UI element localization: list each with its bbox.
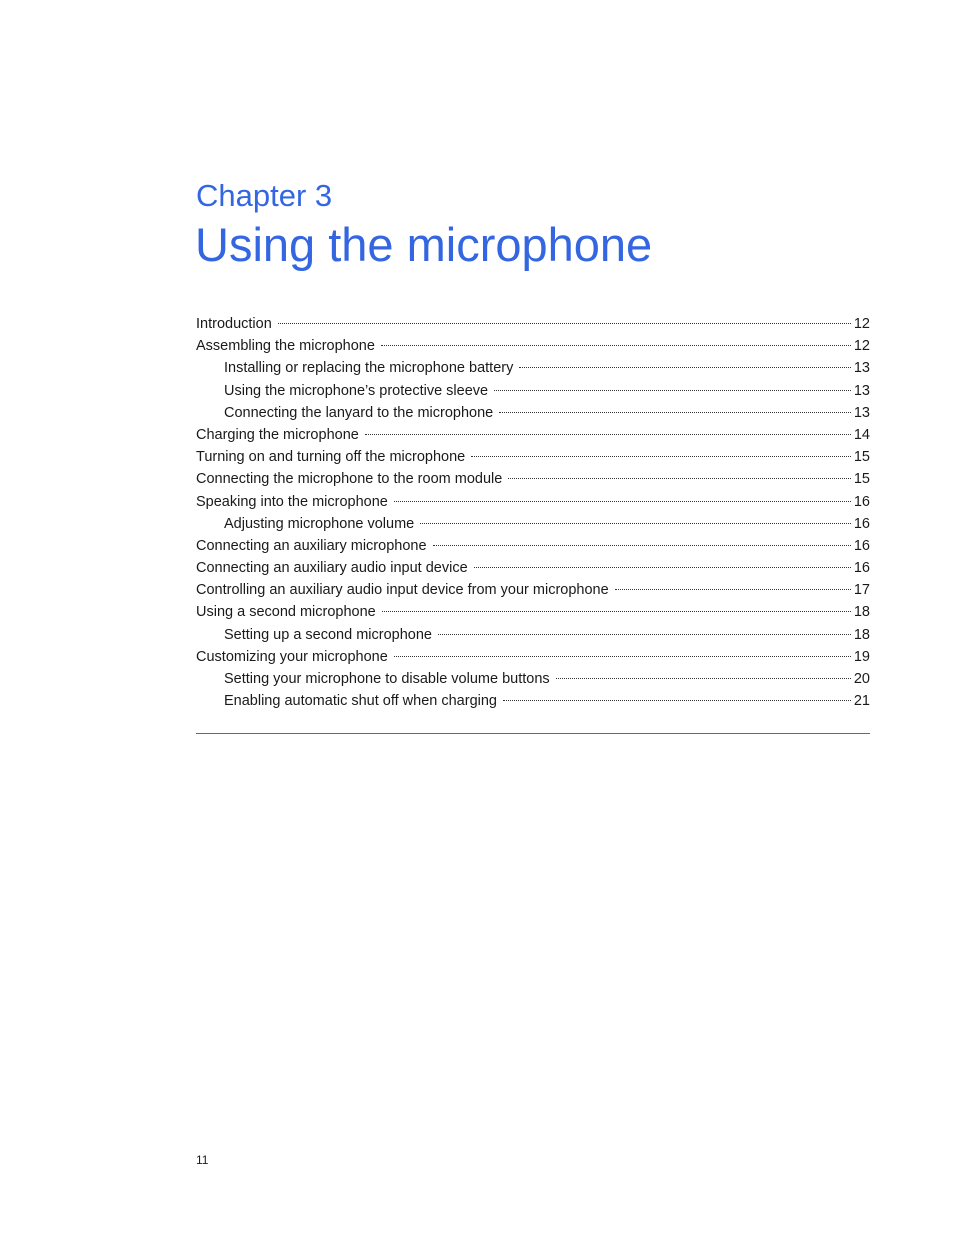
toc-entry-label[interactable]: Connecting an auxiliary microphone bbox=[196, 537, 427, 554]
toc-entry-page-number[interactable]: 18 bbox=[853, 604, 870, 621]
toc-entry-page-number[interactable]: 13 bbox=[853, 382, 870, 399]
toc-entry-label[interactable]: Using the microphone’s protective sleeve bbox=[224, 382, 489, 399]
toc-entry[interactable] bbox=[196, 380, 870, 402]
toc-entry-label[interactable]: Connecting the microphone to the room module bbox=[196, 471, 503, 488]
section-divider bbox=[196, 733, 870, 734]
toc-entry-page-number[interactable]: 20 bbox=[853, 671, 870, 687]
toc-dot-leader bbox=[394, 501, 851, 502]
toc-entry-page-number[interactable]: 14 bbox=[853, 426, 870, 443]
toc-entry-page-number[interactable]: 21 bbox=[853, 693, 870, 710]
toc-entry[interactable] bbox=[196, 513, 870, 535]
toc-entry-page-number[interactable]: 12 bbox=[853, 338, 870, 355]
page-number: 11 bbox=[196, 1153, 209, 1167]
toc-entry-label[interactable]: Introduction bbox=[196, 316, 272, 332]
chapter-title: Using the microphone bbox=[195, 218, 653, 271]
toc-entry-label[interactable]: Connecting the lanyard to the microphone bbox=[224, 404, 494, 421]
toc-entry-label[interactable]: Controlling an auxiliary audio input device from your microphone bbox=[196, 582, 609, 599]
toc-entry[interactable] bbox=[196, 557, 870, 579]
toc-dot-leader bbox=[499, 412, 851, 413]
toc-entry-page-number[interactable]: 16 bbox=[853, 493, 870, 510]
toc-entry[interactable] bbox=[196, 446, 870, 468]
toc-entry-label[interactable]: Connecting an auxiliary audio input device bbox=[196, 560, 468, 577]
toc-entry-label[interactable]: Installing or replacing the microphone battery bbox=[224, 360, 514, 377]
toc-entry[interactable] bbox=[196, 468, 870, 490]
toc-entry-page-number[interactable]: 15 bbox=[853, 449, 870, 466]
toc-entry-label[interactable]: Setting up a second microphone bbox=[224, 626, 432, 643]
toc-entry-label[interactable]: Turning on and turning off the microphone bbox=[196, 449, 466, 466]
toc-dot-leader bbox=[382, 611, 851, 612]
table-of-contents bbox=[196, 313, 870, 712]
toc-entry[interactable] bbox=[196, 335, 870, 357]
toc-entry-page-number[interactable]: 15 bbox=[853, 471, 870, 488]
toc-entry-page-number[interactable]: 13 bbox=[853, 360, 870, 377]
toc-entry-label[interactable]: Assembling the microphone bbox=[196, 338, 375, 355]
toc-dot-leader bbox=[420, 523, 851, 524]
toc-entry[interactable] bbox=[196, 668, 870, 690]
toc-entry-label[interactable]: Enabling automatic shut off when charging bbox=[224, 693, 497, 710]
toc-entry-label[interactable]: Setting your microphone to disable volume buttons bbox=[224, 671, 550, 687]
toc-entry[interactable] bbox=[196, 424, 870, 446]
toc-dot-leader bbox=[394, 656, 851, 657]
toc-entry-page-number[interactable]: 12 bbox=[853, 316, 870, 332]
toc-entry-page-number[interactable]: 16 bbox=[853, 537, 870, 554]
toc-entry[interactable] bbox=[196, 624, 870, 646]
toc-entry[interactable] bbox=[196, 646, 870, 668]
toc-dot-leader bbox=[474, 567, 851, 568]
toc-dot-leader bbox=[556, 678, 851, 679]
toc-entry-label[interactable]: Speaking into the microphone bbox=[196, 493, 388, 510]
toc-entry-page-number[interactable]: 19 bbox=[853, 648, 870, 665]
toc-dot-leader bbox=[471, 456, 851, 457]
toc-dot-leader bbox=[519, 367, 851, 368]
toc-entry[interactable] bbox=[196, 579, 870, 601]
toc-dot-leader bbox=[381, 345, 851, 346]
toc-dot-leader bbox=[433, 545, 851, 546]
toc-entry[interactable] bbox=[196, 535, 870, 557]
toc-entry[interactable] bbox=[196, 313, 870, 335]
toc-entry-page-number[interactable]: 16 bbox=[853, 560, 870, 577]
chapter-label: Chapter 3 bbox=[196, 178, 333, 213]
toc-dot-leader bbox=[494, 390, 851, 391]
toc-entry-label[interactable]: Adjusting microphone volume bbox=[224, 515, 415, 532]
toc-entry[interactable] bbox=[196, 690, 870, 712]
toc-entry-page-number[interactable]: 17 bbox=[853, 582, 870, 599]
toc-entry[interactable] bbox=[196, 491, 870, 513]
toc-entry-label[interactable]: Charging the microphone bbox=[196, 426, 359, 443]
toc-entry[interactable] bbox=[196, 402, 870, 424]
toc-entry-page-number[interactable]: 16 bbox=[853, 515, 870, 532]
toc-dot-leader bbox=[438, 634, 851, 635]
toc-dot-leader bbox=[508, 478, 851, 479]
toc-dot-leader bbox=[615, 589, 851, 590]
toc-dot-leader bbox=[278, 323, 851, 324]
toc-dot-leader bbox=[503, 700, 851, 701]
toc-entry-label[interactable]: Using a second microphone bbox=[196, 604, 376, 621]
toc-entry-page-number[interactable]: 13 bbox=[853, 404, 870, 421]
toc-entry-page-number[interactable]: 18 bbox=[853, 626, 870, 643]
toc-dot-leader bbox=[365, 434, 851, 435]
toc-entry-label[interactable]: Customizing your microphone bbox=[196, 648, 388, 665]
toc-entry[interactable] bbox=[196, 357, 870, 379]
toc-entry[interactable] bbox=[196, 601, 870, 623]
